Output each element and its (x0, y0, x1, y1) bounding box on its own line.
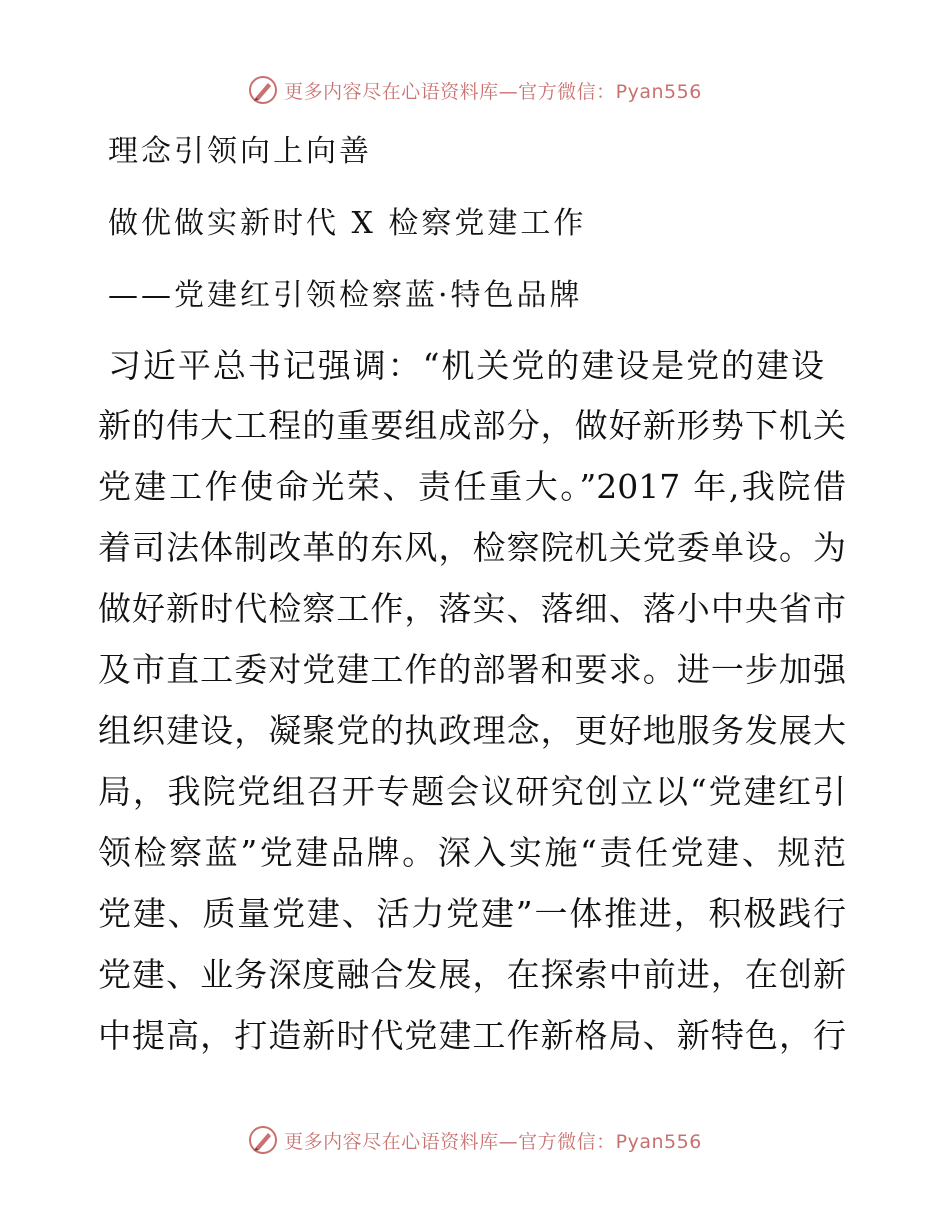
body-paragraph-line: 党建、业务深度融合发展，在探索中前进，在创新 (98, 955, 846, 994)
watermark-footer (0, 1122, 950, 1158)
body-paragraph-line: 及市直工委对党建工作的部署和要求。进一步加强 (98, 650, 846, 689)
watermark-text: 更多内容尽在心语资料库—官方微信：Pyan556 (284, 1130, 702, 1153)
pen-logo-icon (248, 75, 278, 105)
document-subtitle: 做优做实新时代 X 检察党建工作 (108, 206, 587, 241)
body-paragraph-line: 党建、质量党建、活力党建”一体推进，积极践行 (98, 894, 846, 933)
document-tagline: ——党建红引领检察蓝·特色品牌 (108, 278, 583, 313)
body-paragraph-line: 新的伟大工程的重要组成部分，做好新形势下机关 (98, 406, 846, 445)
body-paragraph-line: 局，我院党组召开专题会议研究创立以“党建红引 (98, 772, 846, 811)
body-paragraph-line: 领检察蓝”党建品牌。深入实施“责任党建、规范 (98, 833, 846, 872)
body-paragraph-line: 做好新时代检察工作，落实、落细、落小中央省市 (98, 589, 846, 628)
document-title: 理念引领向上向善 (108, 134, 372, 169)
watermark-header (0, 72, 950, 108)
body-paragraph-line: 中提高，打造新时代党建工作新格局、新特色，行 (98, 1016, 846, 1055)
body-paragraph-line: 着司法体制改革的东风，检察院机关党委单设。为 (98, 528, 846, 567)
body-paragraph-line: 习近平总书记强调：“机关党的建设是党的建设 (108, 346, 824, 385)
pen-logo-icon (248, 1125, 278, 1155)
body-paragraph-line: 党建工作使命光荣、责任重大。”2017 年,我院借 (98, 467, 846, 506)
watermark-text: 更多内容尽在心语资料库—官方微信：Pyan556 (284, 80, 702, 103)
body-paragraph-line: 组织建设，凝聚党的执政理念，更好地服务发展大 (98, 711, 846, 750)
